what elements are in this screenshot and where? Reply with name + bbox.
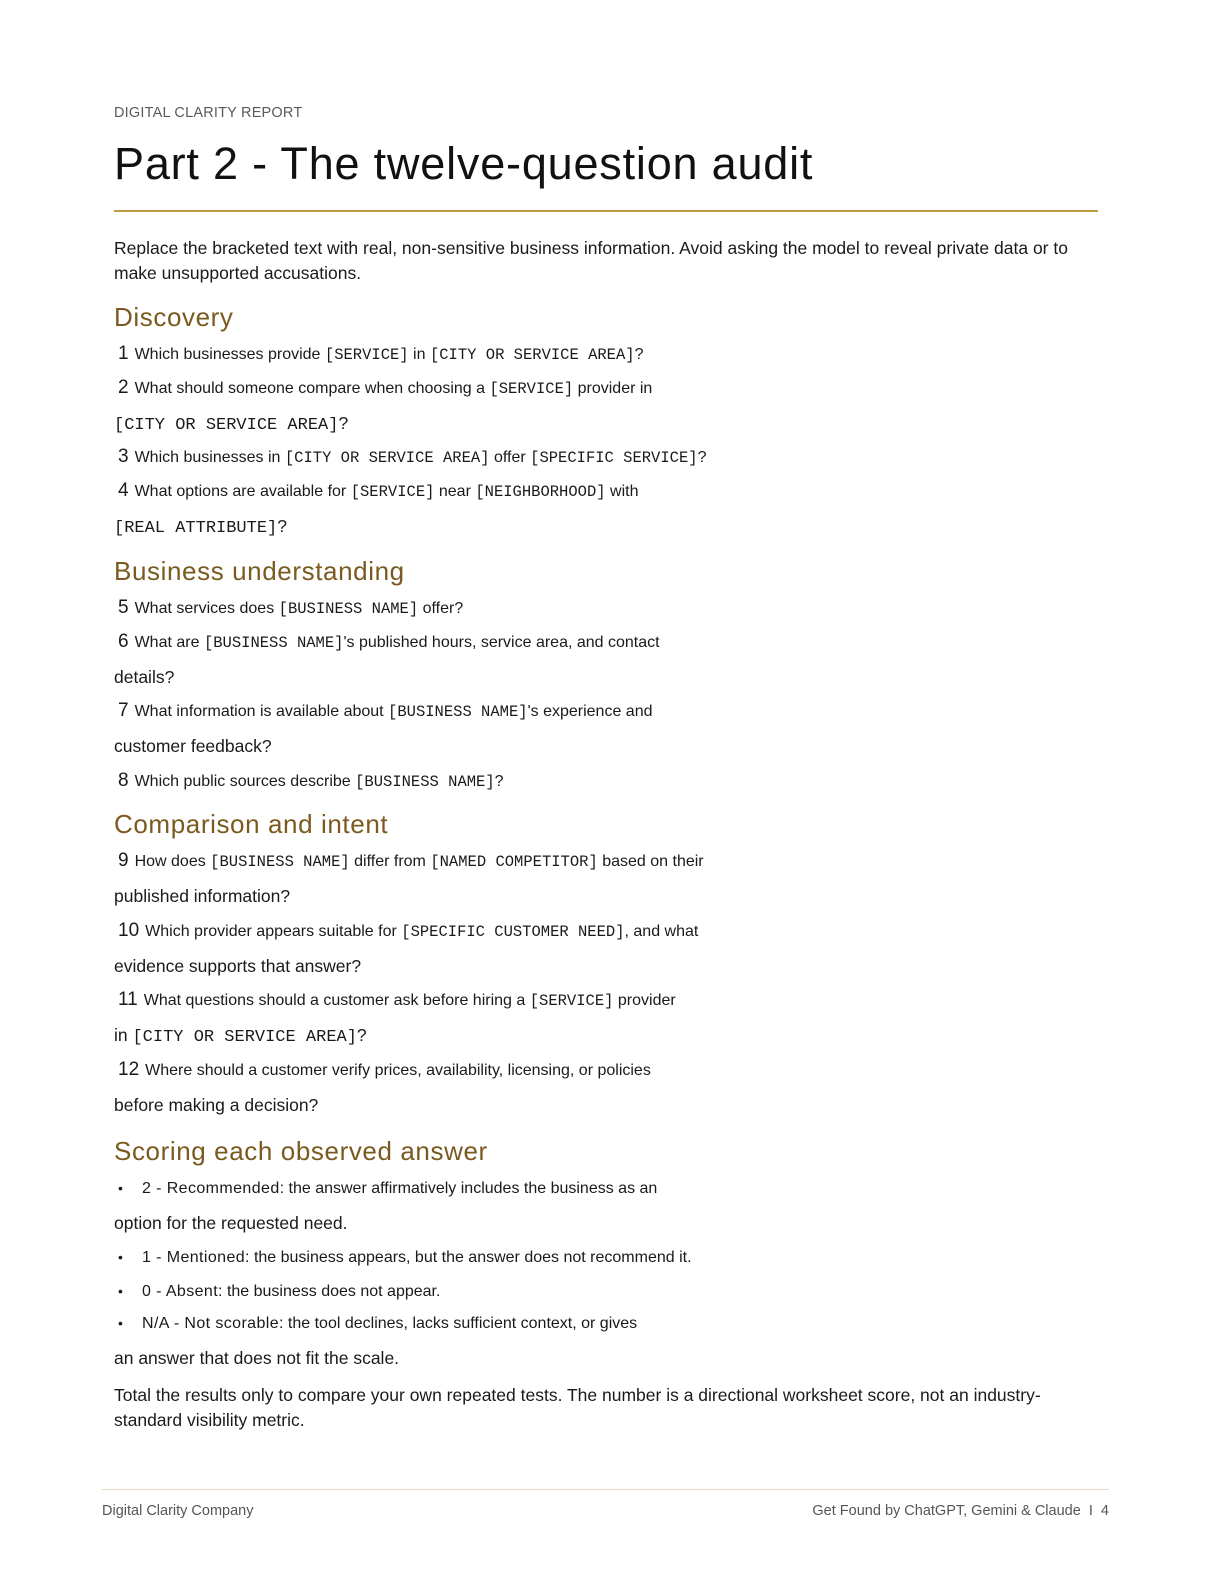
- question-number: 4: [118, 480, 129, 501]
- question-2: [114, 376, 1104, 438]
- question-text: near: [434, 483, 476, 500]
- footer-divider: [102, 1489, 1109, 1490]
- placeholder-token: [SERVICE]: [489, 380, 574, 398]
- question-text: ?: [356, 1025, 367, 1045]
- question-text: Which provider appears suitable for: [145, 923, 402, 940]
- question-text: offer: [489, 449, 531, 466]
- placeholder-token: [CITY OR SERVICE AREA]: [284, 449, 490, 467]
- placeholder-token: [CITY OR SERVICE AREA]: [132, 1028, 357, 1047]
- placeholder-token: [SERVICE]: [350, 483, 435, 501]
- question-text: provider in: [573, 380, 653, 397]
- question-text: offer?: [418, 600, 464, 617]
- question-text: details?: [114, 667, 175, 687]
- score-term: 0 - Absent: [142, 1283, 219, 1300]
- question-number: 9: [118, 850, 129, 871]
- question-text: with: [605, 483, 639, 500]
- section-heading-discovery: Discovery: [114, 302, 234, 332]
- question-text: in: [114, 1025, 133, 1045]
- question-text: Which businesses provide: [134, 346, 325, 363]
- closing-paragraph: Total the results only to compare your own repeated tests. The number is a directional worksheet score, not an industry-standard visibility metric.: [114, 1385, 1041, 1430]
- placeholder-token: [BUSINESS NAME]: [355, 773, 495, 791]
- question-text: ?: [277, 516, 287, 536]
- question-number: 3: [118, 446, 129, 467]
- question-text: based on their: [597, 853, 704, 870]
- question-text: 's experience and: [527, 703, 653, 720]
- question-number: 10: [118, 920, 140, 941]
- question-7: [114, 699, 1104, 758]
- question-text: in: [408, 346, 430, 363]
- question-8: [114, 769, 1104, 794]
- question-10: [114, 919, 1104, 978]
- placeholder-token: [SPECIFIC SERVICE]: [530, 449, 698, 467]
- question-text: What services does: [134, 600, 279, 617]
- score-description: : the answer affirmatively includes the business as an: [279, 1180, 658, 1197]
- question-text: What should someone compare when choosing a: [134, 380, 490, 397]
- question-text: Which public sources describe: [134, 773, 356, 790]
- question-number: 1: [118, 343, 129, 364]
- placeholder-token: [NAMED COMPETITOR]: [430, 853, 598, 871]
- placeholder-token: [CITY OR SERVICE AREA]: [429, 346, 635, 364]
- question-number: 6: [118, 631, 129, 652]
- section-heading-scoring: Scoring each observed answer: [114, 1136, 488, 1166]
- question-5: [114, 596, 1104, 621]
- score-description: : the tool declines, lacks sufficient context, or gives: [279, 1315, 638, 1332]
- footer-page-info: Get Found by ChatGPT, Gemini & Claude I 4: [812, 1503, 1109, 1519]
- scoring-item-recommended: [114, 1176, 1104, 1235]
- question-text: before making a decision?: [114, 1095, 319, 1115]
- question-1: [114, 342, 1104, 367]
- question-text: What are: [134, 634, 204, 651]
- placeholder-token: [BUSINESS NAME]: [278, 600, 419, 618]
- score-description: an answer that does not fit the scale.: [114, 1348, 400, 1368]
- question-text: differ from: [349, 853, 431, 870]
- question-text: What questions should a customer ask before hiring a: [143, 992, 530, 1009]
- question-text: Which businesses in: [134, 449, 285, 466]
- intro-paragraph: Replace the bracketed text with real, non-sensitive business information. Avoid asking the model to reveal private data or to make unsupported accusations.: [114, 238, 1068, 283]
- score-description: : the business does not appear.: [218, 1283, 441, 1300]
- scoring-item-not-scorable: [114, 1311, 1104, 1370]
- placeholder-token: [BUSINESS NAME]: [203, 634, 344, 652]
- score-description: : the business appears, but the answer does not recommend it.: [245, 1249, 692, 1266]
- question-number: 5: [118, 597, 129, 618]
- score-term: N/A - Not scorable: [142, 1315, 280, 1332]
- footer-company: Digital Clarity Company: [102, 1503, 254, 1519]
- question-number: 7: [118, 700, 129, 721]
- placeholder-token: [BUSINESS NAME]: [388, 703, 528, 721]
- question-number: 12: [118, 1059, 140, 1080]
- scoring-item-mentioned: [114, 1245, 1104, 1270]
- bullet-icon: •: [118, 1315, 123, 1331]
- question-3: [114, 445, 1104, 470]
- placeholder-token: [SPECIFIC CUSTOMER NEED]: [401, 923, 625, 941]
- placeholder-token: [BUSINESS NAME]: [210, 853, 350, 871]
- question-4: [114, 479, 1104, 541]
- question-text: published information?: [114, 886, 291, 906]
- bullet-icon: •: [118, 1249, 123, 1265]
- placeholder-token: [NEIGHBORHOOD]: [475, 483, 606, 501]
- question-text: 's published hours, service area, and contact: [343, 634, 660, 651]
- question-number: 2: [118, 377, 129, 398]
- placeholder-token: [CITY OR SERVICE AREA]: [114, 416, 339, 435]
- question-text: provider: [613, 992, 676, 1009]
- placeholder-token: [SERVICE]: [529, 992, 614, 1010]
- question-number: 8: [118, 770, 129, 791]
- question-6: [114, 630, 1104, 689]
- bullet-icon: •: [118, 1180, 123, 1196]
- section-heading-business-understanding: Business understanding: [114, 556, 405, 586]
- score-term: 2 - Recommended: [142, 1180, 280, 1197]
- page-title: Part 2 - The twelve-question audit: [114, 138, 814, 189]
- question-text: ?: [697, 449, 707, 466]
- question-text: ?: [634, 346, 644, 363]
- question-text: What information is available about: [134, 703, 389, 720]
- placeholder-token: [REAL ATTRIBUTE]: [114, 519, 278, 538]
- score-term: 1 - Mentioned: [142, 1249, 246, 1266]
- question-number: 11: [118, 989, 138, 1010]
- report-eyebrow: DIGITAL CLARITY REPORT: [114, 105, 303, 121]
- question-text: customer feedback?: [114, 736, 272, 756]
- scoring-item-absent: [114, 1279, 1104, 1304]
- question-12: [114, 1058, 1104, 1117]
- title-divider: [114, 210, 1098, 212]
- bullet-icon: •: [118, 1283, 123, 1299]
- section-heading-comparison-intent: Comparison and intent: [114, 809, 389, 839]
- question-text: ?: [494, 773, 504, 790]
- question-text: ?: [338, 413, 349, 433]
- question-text: , and what: [624, 923, 699, 940]
- question-text: How does: [134, 853, 211, 870]
- question-text: What options are available for: [134, 483, 351, 500]
- question-11: [114, 988, 1104, 1050]
- question-text: evidence supports that answer?: [114, 956, 362, 976]
- placeholder-token: [SERVICE]: [324, 346, 409, 364]
- score-description: option for the requested need.: [114, 1213, 348, 1233]
- question-9: [114, 849, 1104, 908]
- question-text: Where should a customer verify prices, availability, licensing, or policies: [145, 1062, 651, 1079]
